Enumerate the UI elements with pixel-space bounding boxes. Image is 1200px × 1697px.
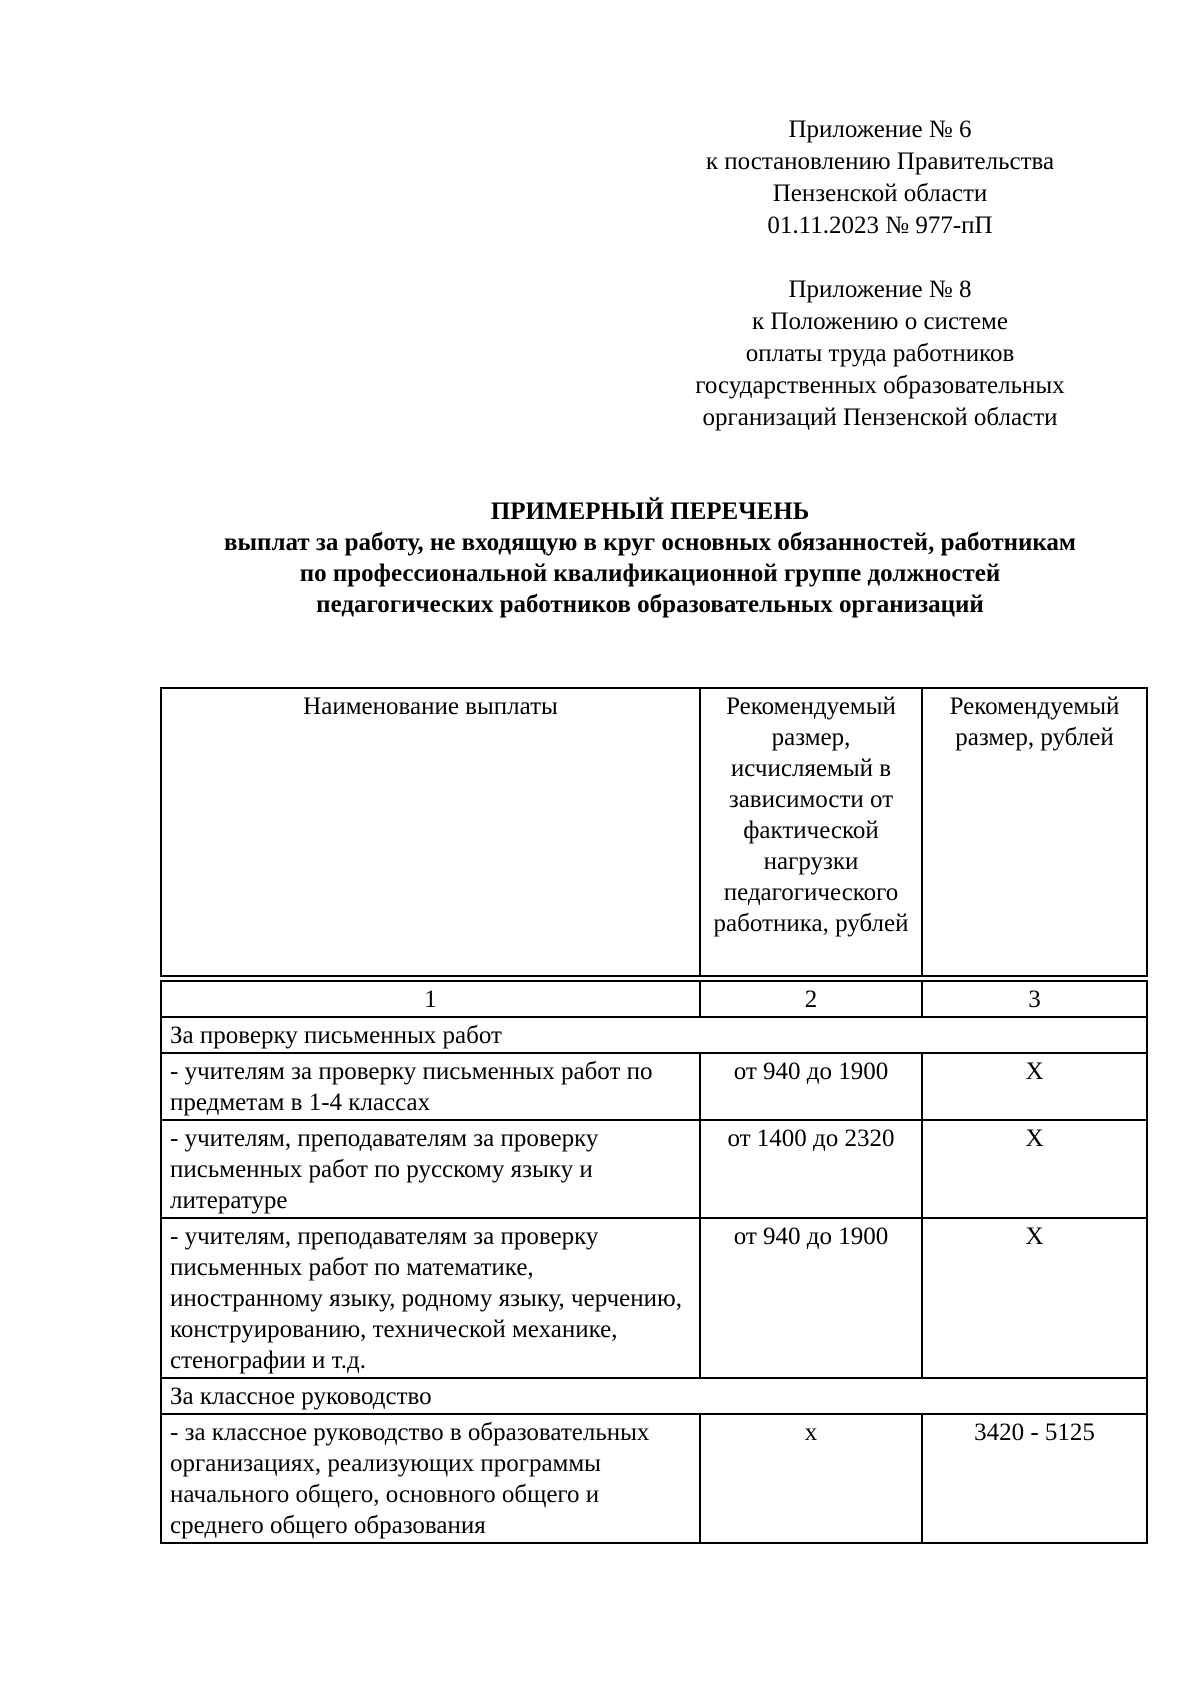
size-rub: Х bbox=[922, 1053, 1147, 1120]
header-row bbox=[161, 688, 1147, 976]
column-number: 2 bbox=[700, 981, 922, 1017]
table-row bbox=[161, 1053, 1147, 1120]
appendix-line: к Положению о системе bbox=[752, 308, 1008, 335]
appendix-line: организаций Пензенской области bbox=[702, 404, 1058, 431]
table-header bbox=[160, 687, 1148, 977]
header-payment-name: Наименование выплаты bbox=[161, 688, 700, 976]
appendix-line: государственных образовательных bbox=[695, 372, 1065, 399]
title-line: ПРИМЕРНЫЙ ПЕРЕЧЕНЬ bbox=[490, 498, 810, 525]
size-by-load: от 940 до 1900 bbox=[700, 1218, 922, 1378]
size-by-load: от 1400 до 2320 bbox=[700, 1120, 922, 1218]
payment-name: - учителям, преподавателям за проверку письменных работ по математике, иностранному языку, родному языку, черчению, конструированию, технической механике, стенографии и т.д. bbox=[161, 1218, 700, 1378]
size-rub: Х bbox=[922, 1218, 1147, 1378]
section-row bbox=[161, 1378, 1147, 1414]
size-rub: 3420 - 5125 bbox=[922, 1414, 1147, 1543]
section-row bbox=[161, 1017, 1147, 1053]
table-row bbox=[161, 1120, 1147, 1218]
title-line: педагогических работников образовательных организаций bbox=[316, 591, 984, 618]
payment-name: - за классное руководство в образовательных организациях, реализующих программы начального общего, основного общего и среднего общего образования bbox=[161, 1414, 700, 1543]
payments-table bbox=[160, 980, 1148, 1544]
appendix-line: к постановлению Правительства bbox=[705, 148, 1055, 175]
appendix-6-reference bbox=[640, 114, 1120, 242]
title-line: выплат за работу, не входящую в круг основных обязанностей, работникам bbox=[224, 529, 1076, 556]
size-by-load: от 940 до 1900 bbox=[700, 1053, 922, 1120]
size-rub: Х bbox=[922, 1120, 1147, 1218]
appendix-line: оплаты труда работников bbox=[745, 340, 1015, 367]
table-row bbox=[161, 1414, 1147, 1543]
payment-name: - учителям, преподавателям за проверку письменных работ по русскому языку и литературе bbox=[161, 1120, 700, 1218]
size-by-load: х bbox=[700, 1414, 922, 1543]
document-title bbox=[140, 496, 1160, 620]
section-title: За проверку письменных работ bbox=[161, 1017, 1147, 1053]
appendix-8-reference bbox=[640, 274, 1120, 434]
appendix-line: 01.11.2023 № 977-пП bbox=[767, 212, 993, 239]
section-title: За классное руководство bbox=[161, 1378, 1147, 1414]
appendix-line: Пензенской области bbox=[772, 180, 988, 207]
header-size-rub: Рекомендуемый размер, рублей bbox=[922, 688, 1147, 976]
payment-name: - учителям за проверку письменных работ по предметам в 1-4 классах bbox=[161, 1053, 700, 1120]
column-number-row bbox=[161, 981, 1147, 1017]
column-number: 3 bbox=[922, 981, 1147, 1017]
title-line: по профессиональной квалификационной группе должностей bbox=[299, 560, 1001, 587]
appendix-line: Приложение № 6 bbox=[788, 116, 972, 143]
appendix-line: Приложение № 8 bbox=[788, 276, 972, 303]
header-size-by-load: Рекомендуемый размер, исчисляемый в зависимости от фактической нагрузки педагогического работника, рублей bbox=[700, 688, 922, 976]
table-row bbox=[161, 1218, 1147, 1378]
column-number: 1 bbox=[161, 981, 700, 1017]
